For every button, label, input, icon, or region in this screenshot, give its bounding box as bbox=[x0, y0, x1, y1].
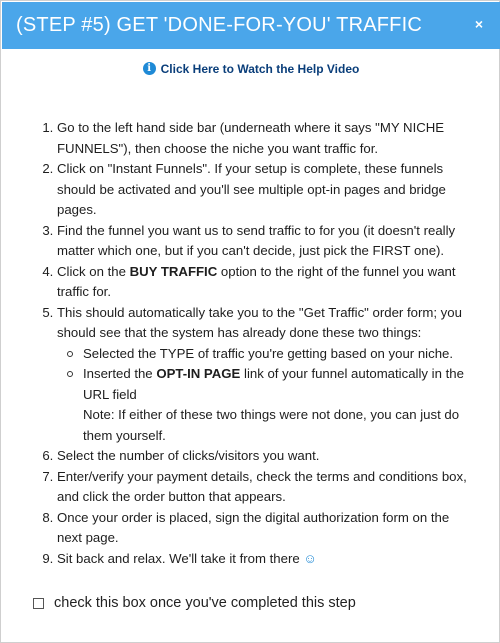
buy-traffic-label: BUY TRAFFIC bbox=[129, 263, 218, 279]
sub-item-1: Selected the TYPE of traffic you're getting based on your niche. bbox=[63, 344, 475, 365]
step-item-5: 5. This should automatically take you to the "Get Traffic" order form; you should see that the system has already done these two things: Selected the TYPE of traffic you're getting based on your niche. Inserted the OPT-IN PAGE link of your funnel automatically in the URL field Note: If either of these two things were not done, you can just do them yourself. bbox=[57, 303, 475, 447]
step-item-1: 1. Go to the left hand side bar (underneath where it says "MY NICHE FUNNELS"), then choose the niche you want traffic for. bbox=[57, 118, 475, 159]
completion-row bbox=[33, 595, 356, 611]
step-item-6: 6. Select the number of clicks/visitors you want. bbox=[57, 446, 475, 467]
circle-bullet-icon bbox=[67, 351, 73, 357]
circle-bullet-icon bbox=[67, 371, 73, 377]
step-item-9: 9. Sit back and relax. We'll take it from there ☺ bbox=[57, 549, 475, 570]
close-icon[interactable]: × bbox=[474, 16, 484, 32]
help-video-link[interactable] bbox=[143, 62, 360, 76]
help-video-row bbox=[1, 58, 500, 76]
opt-in-page-label: OPT-IN PAGE bbox=[156, 366, 241, 381]
completion-checkbox[interactable] bbox=[33, 598, 44, 609]
sub-item-2: Inserted the OPT-IN PAGE link of your funnel automatically in the URL field bbox=[63, 364, 475, 405]
step-item-4: 4. Click on the BUY TRAFFIC option to the right of the funnel you want traffic for. bbox=[57, 262, 475, 303]
completion-label[interactable]: check this box once you've completed this step bbox=[54, 595, 356, 611]
step-item-2: 2. Click on "Instant Funnels". If your setup is complete, these funnels should be activated and you'll see multiple opt-in pages and bridge pages. bbox=[57, 159, 475, 221]
step-item-8: 8. Once your order is placed, sign the digital authorization form on the next page. bbox=[57, 508, 475, 549]
smile-icon: ☺ bbox=[303, 550, 317, 566]
modal-header bbox=[2, 2, 500, 49]
step-item-7: 7. Enter/verify your payment details, check the terms and conditions box, and click the order button that appears. bbox=[57, 467, 475, 508]
info-icon: i bbox=[143, 62, 156, 75]
step-5-sublist bbox=[63, 344, 475, 447]
steps-list bbox=[43, 118, 475, 569]
step-item-3: 3. Find the funnel you want us to send traffic to for you (it doesn't really matter which one, but if you can't decide, just pick the FIRST one). bbox=[57, 221, 475, 262]
step-5-note: Note: If either of these two things were not done, you can just do them yourself. bbox=[83, 407, 460, 443]
help-video-label: Click Here to Watch the Help Video bbox=[160, 61, 360, 76]
modal-title: (STEP #5) GET 'DONE-FOR-YOU' TRAFFIC bbox=[16, 14, 422, 36]
